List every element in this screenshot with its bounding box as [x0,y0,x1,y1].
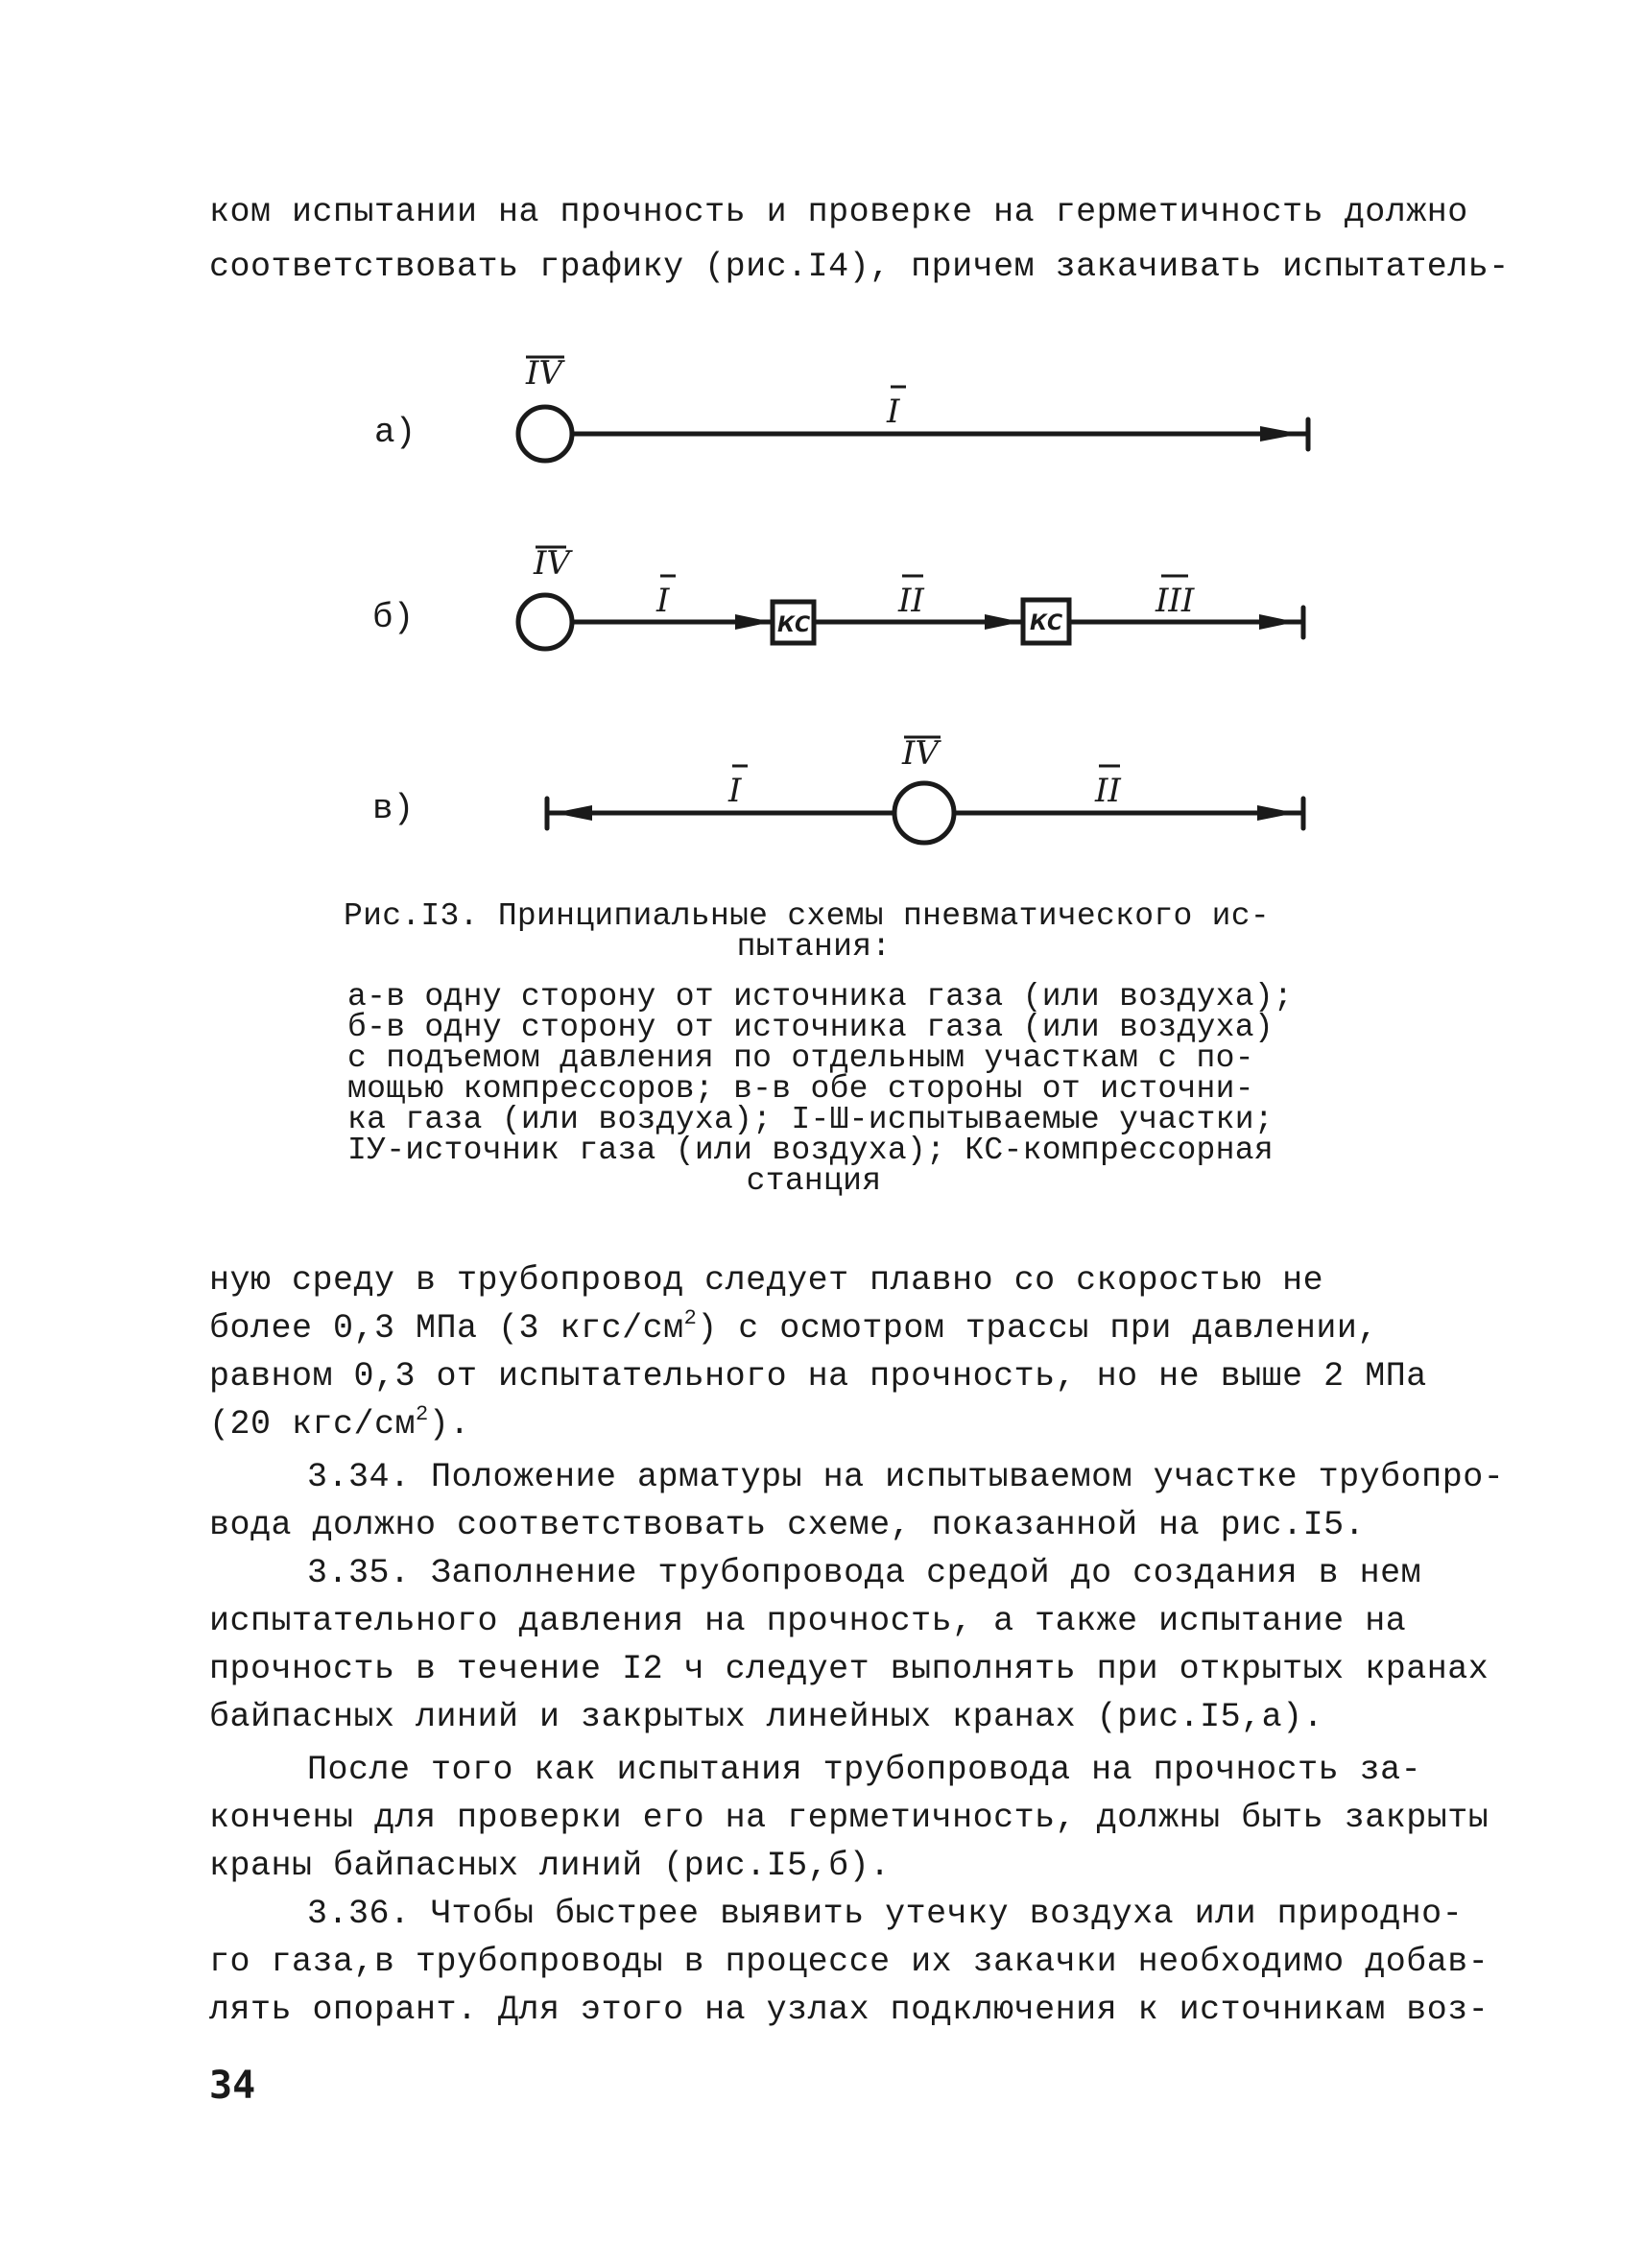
page-number: 34 [209,2064,256,2108]
arrow-b2 [985,614,1021,630]
compressor-label-2: КС [1030,611,1063,635]
source-label-b: IV [534,544,570,583]
text-line: 3.34. Положение арматуры на испытываемом участке трубопро- [307,1458,1505,1496]
caption-line: IУ-источник газа (или воздуха); КС-компрессорная [347,1133,1274,1168]
segment-label-c2: II [1095,772,1121,810]
text-line: лять опорант. Для этого на узлах подключения к источникам воз- [209,1991,1489,2029]
segment-label-c1: I [728,772,742,810]
text-line: более 0,3 МПа (3 кгс/$см^2$) с осмотром трассы при давлении, [209,1306,1378,1348]
arrow-c-left [554,805,592,821]
caption-line: мощью компрессоров; в-в обе стороны от источни- [347,1071,1254,1107]
compressor-label-1: КС [777,613,811,637]
text-line: 3.36. Чтобы быстрее выявить утечку воздуха или природно- [307,1895,1464,1933]
caption-line: а-в одну сторону от источника газа (или воздуха); [347,979,1294,1015]
text-line: байпасных линий и закрытых линейных кранах (рис.I5,а). [209,1698,1324,1736]
caption-line: с подъемом давления по отдельным участкам с по- [347,1040,1254,1076]
text-line: краны байпасных линий (рис.I5,б). [209,1847,891,1885]
text-line: ком испытании на прочность и проверке на герметичность должно [209,193,1468,231]
text-line: ную среду в трубопровод следует плавно со скоростью не [209,1261,1324,1300]
segment-label-b3: III [1156,582,1195,620]
text-line: После того как испытания трубопровода на прочность за- [307,1751,1422,1789]
arrow-b3 [1259,614,1296,630]
text-line: прочность в течение I2 ч следует выполнять при открытых кранах [209,1650,1489,1688]
text-line: кончены для проверки его на герметичность, должны быть закрыты [209,1799,1489,1837]
caption-line: б-в одну сторону от источника газа (или воздуха) [347,1010,1274,1045]
text-line: (20 кгс/$см^2$). [209,1402,470,1444]
caption-line: станция [746,1163,882,1199]
figure-caption-title: Рис.I3. Принципиальные схемы пневматического ис- [344,898,1270,934]
row-label-c: в) [372,789,415,828]
source-label-c: IV [902,734,939,773]
gas-source-circle-a [518,407,572,461]
row-label-b: б) [372,598,415,637]
arrow-b1 [735,614,772,630]
arrow-c-right [1257,805,1296,821]
row-label-a: а) [374,413,417,452]
text-line: вода должно соответствовать схеме, показанной на рис.I5. [209,1506,1366,1544]
text-line: го газа,в трубопроводы в процессе их закачки необходимо добав- [209,1943,1489,1981]
segment-label-b2: II [898,582,924,620]
segment-label-b1: I [656,582,670,620]
segment-label-a1: I [887,393,900,431]
text-line: испытательного давления на прочность, а также испытание на [209,1602,1407,1640]
figure-caption-title-cont: пытания: [736,929,892,965]
gas-source-circle-c [894,783,954,843]
source-label-a: IV [526,354,562,393]
text-line: 3.35. Заполнение трубопровода средой до создания в нем [307,1554,1422,1592]
arrow-a [1260,426,1300,442]
gas-source-circle-b [518,595,572,649]
text-line: соответствовать графику (рис.I4), причем закачивать испытатель- [209,248,1510,286]
pneumatic-test-diagram [0,0,1644,960]
text-line: равном 0,3 от испытательного на прочность, но не выше 2 МПа [209,1357,1427,1396]
caption-line: ка газа (или воздуха); I-Ш-испытываемые участки; [347,1102,1274,1137]
